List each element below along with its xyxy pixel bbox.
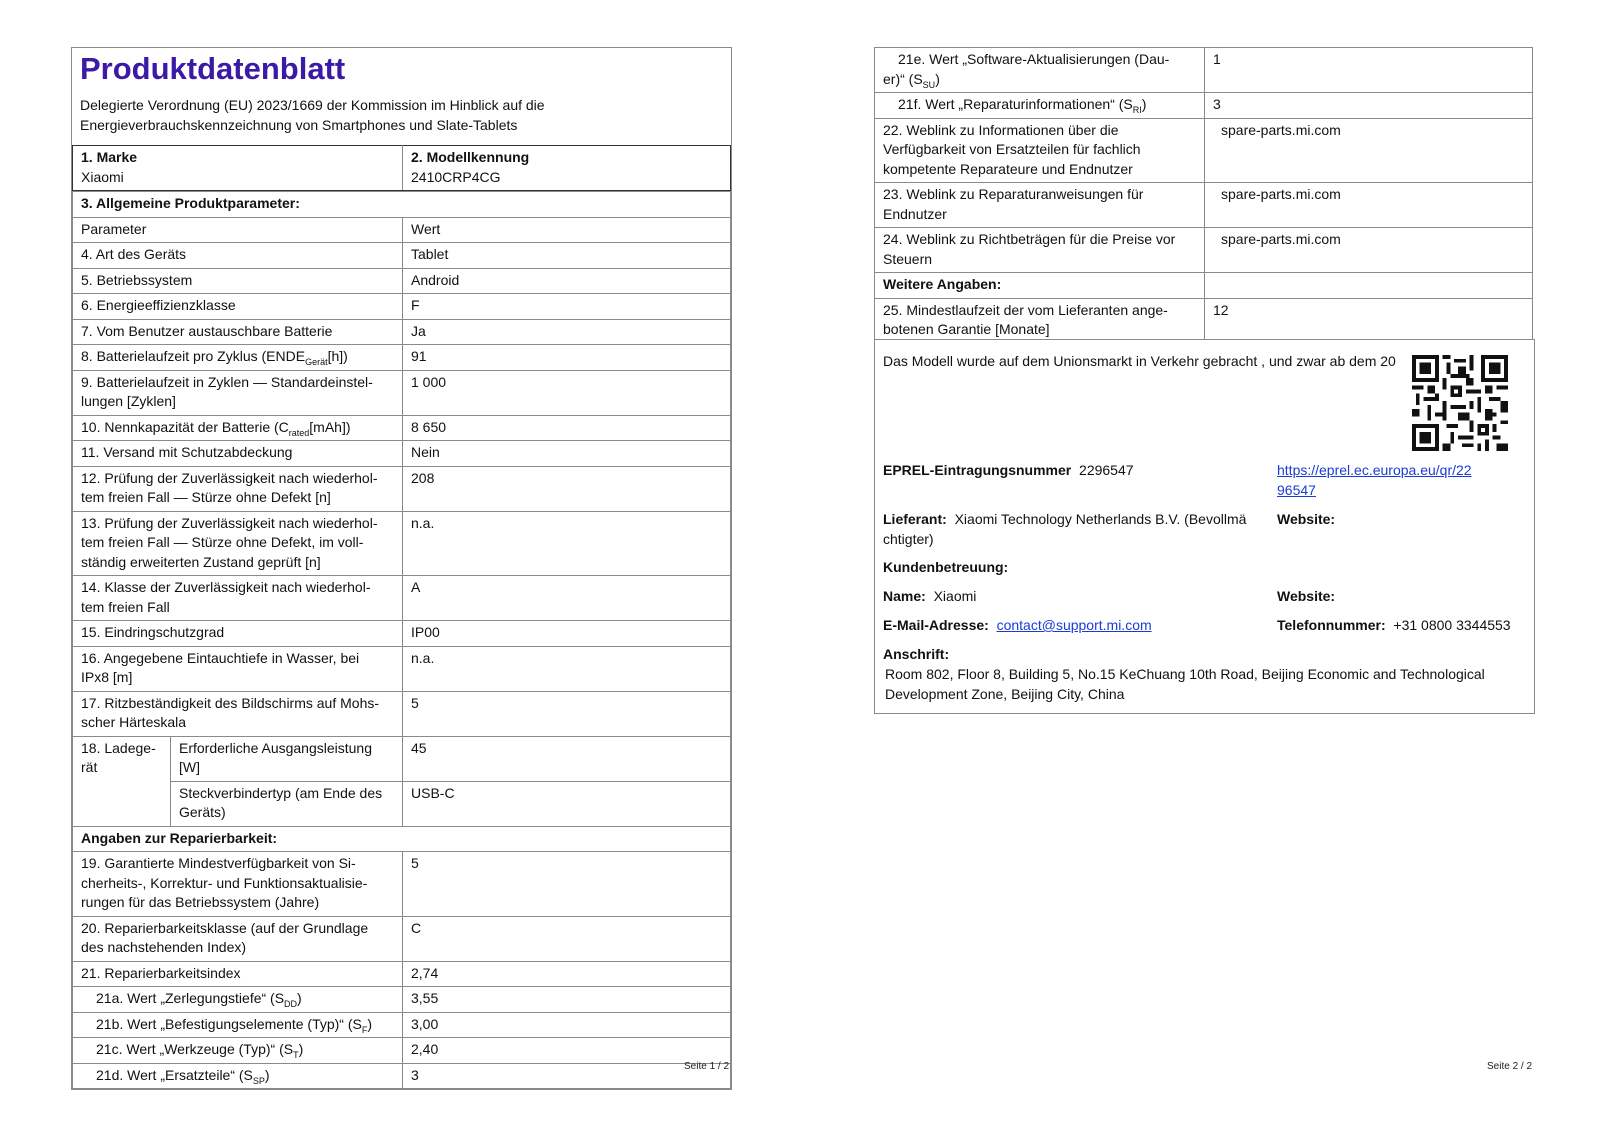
table-row xyxy=(875,298,1533,343)
website-label: Website: xyxy=(1277,511,1336,527)
address-value xyxy=(885,665,1485,704)
label-line: des nachstehenden Index) xyxy=(81,939,247,955)
section-header-row xyxy=(73,826,731,852)
table-row xyxy=(73,736,731,781)
phone-label: Telefonnummer: xyxy=(1277,617,1386,633)
supplier-row xyxy=(883,510,1263,549)
label-line: 21e. Wert „Software-Aktualisierungen (Dau- xyxy=(898,51,1170,67)
table-row xyxy=(73,576,731,621)
row-label xyxy=(73,511,403,576)
label-text: ) xyxy=(264,1066,270,1083)
row-label xyxy=(73,345,403,371)
table-row xyxy=(73,1063,731,1089)
label-line xyxy=(883,70,1196,90)
row-value: 1 000 xyxy=(403,370,731,415)
address-line: Development Zone, Beijing City, China xyxy=(885,685,1125,702)
table-row xyxy=(875,228,1533,273)
table-row xyxy=(73,268,731,294)
label-line: 20. Reparierbarkeitsklasse (auf der Grundlage xyxy=(81,919,369,936)
label-subscript: F xyxy=(361,1024,368,1035)
table-row xyxy=(875,48,1533,93)
label-text: 10. Nennkapazität der Batterie (C xyxy=(81,418,289,435)
table-row xyxy=(73,987,731,1013)
model-label: 2. Modellkennung xyxy=(411,149,530,165)
page-number: Seite 2 / 2 xyxy=(1487,1061,1533,1072)
label-text: 21f. Wert „Reparaturinformationen“ (S xyxy=(898,96,1133,112)
label-subscript: rated xyxy=(288,427,310,438)
row-label xyxy=(875,183,1205,228)
row-label xyxy=(875,298,1205,343)
label-text: ) xyxy=(297,990,302,1006)
label-line: Erforderliche Ausgangsleistung xyxy=(179,739,373,756)
regulation-subtitle xyxy=(80,96,723,135)
row-value: 3 xyxy=(1205,93,1533,119)
label-line: rungen für das Betriebssystem (Jahre) xyxy=(81,894,320,910)
eprel-number: 2296547 xyxy=(1079,462,1134,478)
row-label: 6. Energieeffizienzklasse xyxy=(73,294,403,320)
row-label xyxy=(73,852,403,917)
label-subscript: DD xyxy=(284,998,298,1009)
continuation-table-box xyxy=(874,47,1533,344)
table-row xyxy=(73,1012,731,1038)
website-label: Website: xyxy=(1277,588,1336,604)
label-line: 24. Weblink zu Richtbeträgen für die Preise vor xyxy=(883,231,1176,247)
row-value: 208 xyxy=(403,466,731,511)
label-text: er)“ (S xyxy=(883,70,923,87)
table-row xyxy=(73,466,731,511)
row-value: 5 xyxy=(403,852,731,917)
page-2 xyxy=(800,0,1600,1131)
table-row xyxy=(73,294,731,320)
eprel-row xyxy=(883,461,1134,481)
eprel-link-line[interactable]: 96547 xyxy=(1277,481,1316,498)
row-value: Nein xyxy=(403,441,731,467)
repairability-header: Angaben zur Reparierbarkeit: xyxy=(73,826,731,852)
table-row xyxy=(73,621,731,647)
label-text: 21c. Wert „Werkzeuge (Typ)“ (S xyxy=(96,1041,294,1057)
label-line: 14. Klasse der Zuverlässigkeit nach wiederhol- xyxy=(81,579,371,595)
table-row xyxy=(73,961,731,987)
label-line: 25. Mindestlaufzeit der vom Lieferanten ange- xyxy=(883,301,1168,318)
table-row xyxy=(73,370,731,415)
row-value: spare-parts.mi.com xyxy=(1205,228,1533,273)
table-row xyxy=(73,511,731,576)
address-label: Anschrift: xyxy=(883,646,950,662)
label-line: [W] xyxy=(179,759,200,775)
table-row xyxy=(73,217,731,243)
label-line: 13. Prüfung der Zuverlässigkeit nach wiederhol- xyxy=(81,514,378,531)
label-subscript: SU xyxy=(922,79,936,90)
row-label: 11. Versand mit Schutzabdeckung xyxy=(73,441,403,467)
table-row xyxy=(73,1038,731,1064)
row-label xyxy=(875,228,1205,273)
email-row xyxy=(883,616,1152,636)
row-label xyxy=(73,1063,403,1089)
eprel-info-box xyxy=(874,339,1535,714)
empty-cell xyxy=(1205,273,1533,299)
eprel-link-line[interactable]: https://eprel.ec.europa.eu/qr/22 xyxy=(1277,462,1472,478)
email-link[interactable]: contact@support.mi.com xyxy=(996,617,1152,633)
label-line: 16. Angegebene Eintauchtiefe in Wasser, bei xyxy=(81,649,360,666)
label-line: 23. Weblink zu Reparaturanweisungen für xyxy=(883,186,1144,202)
row-label: 4. Art des Geräts xyxy=(73,243,403,269)
row-value: USB-C xyxy=(403,781,731,826)
table-row xyxy=(73,345,731,371)
row-value: 2,40 xyxy=(403,1038,731,1064)
row-label xyxy=(73,370,403,415)
row-value: C xyxy=(403,916,731,961)
name-value: Xiaomi xyxy=(933,588,977,604)
product-datasheet-box xyxy=(71,47,732,1090)
row-label xyxy=(875,118,1205,183)
subtitle-line: Energieverbrauchskennzeichnung von Smartphones und Slate-Tablets xyxy=(80,116,518,133)
brand-model-table xyxy=(72,145,731,191)
label-text: ) xyxy=(367,1015,373,1032)
label-line: lungen [Zyklen] xyxy=(81,393,176,409)
row-label xyxy=(73,415,403,441)
label-line: botenen Garantie [Monate] xyxy=(883,321,1050,337)
label-line: 22. Weblink zu Informationen über die xyxy=(883,121,1119,138)
name-row xyxy=(883,587,976,607)
table-row xyxy=(875,183,1533,228)
label-subscript: RI xyxy=(1132,104,1142,115)
row-label xyxy=(73,916,403,961)
table-row xyxy=(73,781,731,826)
row-label xyxy=(875,93,1205,119)
supplier-label: Lieferant: xyxy=(883,511,947,527)
eprel-label: EPREL-Eintragungsnummer xyxy=(883,462,1072,478)
row-label xyxy=(73,691,403,736)
label-text: 21a. Wert „Zerlegungstiefe“ (S xyxy=(96,990,285,1006)
page-title: Produktdatenblatt xyxy=(80,51,346,86)
label-line: Steckverbindertyp (am Ende des xyxy=(179,784,383,801)
section-header-row xyxy=(875,273,1533,299)
parameter-table xyxy=(72,191,731,1089)
continuation-table xyxy=(874,47,1533,344)
label-line: 9. Batterielaufzeit in Zyklen — Standardeinstel- xyxy=(81,373,373,390)
row-value: 3,55 xyxy=(403,987,731,1013)
table-row xyxy=(875,118,1533,183)
label-subscript: T xyxy=(293,1049,299,1060)
table-row xyxy=(875,93,1533,119)
label-text: [h]) xyxy=(327,348,348,364)
row-label xyxy=(73,1038,403,1064)
label-line: 17. Ritzbeständigkeit des Bildschirms auf Mohs- xyxy=(81,694,380,711)
phone-row xyxy=(1277,616,1511,636)
value-header: Wert xyxy=(403,217,731,243)
label-line: ständig erweiterten Zustand geprüft [n] xyxy=(81,553,321,570)
label-text: 21d. Wert „Ersatzteile“ (S xyxy=(96,1066,253,1083)
row-label xyxy=(73,576,403,621)
row-label: 21. Reparierbarkeitsindex xyxy=(73,961,403,987)
label-line: tem freien Fall — Stürze ohne Defekt, im voll- xyxy=(81,534,364,550)
table-row xyxy=(73,852,731,917)
row-value: 1 xyxy=(1205,48,1533,93)
row-value: Ja xyxy=(403,319,731,345)
label-text: [mAh]) xyxy=(309,418,351,435)
qr-code[interactable] xyxy=(1412,355,1508,451)
label-text: 21b. Wert „Befestigungselemente (Typ)“ (S xyxy=(96,1015,362,1032)
label-text: 8. Batterielaufzeit pro Zyklus (ENDE xyxy=(81,348,306,364)
label-line: tem freien Fall — Stürze ohne Defekt [n] xyxy=(81,489,331,505)
supplier-value: Xiaomi Technology Netherlands B.V. (Bevollmä xyxy=(954,511,1247,527)
table-row xyxy=(73,243,731,269)
row-value: A xyxy=(403,576,731,621)
subtitle-line: Delegierte Verordnung (EU) 2023/1669 der Kommission im Hinblick auf die xyxy=(80,97,545,113)
label-line: Endnutzer xyxy=(883,205,947,222)
label-text: ) xyxy=(298,1041,304,1057)
page-number: Seite 1 / 2 xyxy=(684,1061,730,1072)
table-row xyxy=(73,646,731,691)
label-line: Steuern xyxy=(883,250,933,267)
label-line: IPx8 [m] xyxy=(81,669,133,685)
parameter-header: Parameter xyxy=(73,217,403,243)
market-date-text: Das Modell wurde auf dem Unionsmarkt in Verkehr gebracht , und zwar ab dem 20 xyxy=(883,353,1396,369)
table-row xyxy=(73,916,731,961)
row-value: 3 xyxy=(403,1063,731,1089)
label-line: Verfügbarkeit von Ersatzteilen für fachlich xyxy=(883,141,1141,157)
row-label: 5. Betriebssystem xyxy=(73,268,403,294)
label-line: rät xyxy=(81,759,98,775)
row-label: 15. Eindringschutzgrad xyxy=(73,621,403,647)
model-value: 2410CRP4CG xyxy=(411,168,501,185)
row-label xyxy=(73,466,403,511)
label-line: Geräts) xyxy=(179,804,226,820)
row-value: 12 xyxy=(1205,298,1533,343)
label-text: ) xyxy=(1141,96,1147,112)
label-text: ) xyxy=(935,70,940,87)
label-line: tem freien Fall xyxy=(81,598,170,615)
row-label xyxy=(73,646,403,691)
row-value: 5 xyxy=(403,691,731,736)
section-header-row xyxy=(73,192,731,218)
label-subscript: Gerät xyxy=(305,356,328,367)
row-value: n.a. xyxy=(403,511,731,576)
row-value: spare-parts.mi.com xyxy=(1205,183,1533,228)
row-value: 91 xyxy=(403,345,731,371)
row-value: 45 xyxy=(403,736,731,781)
label-line: 12. Prüfung der Zuverlässigkeit nach wiederhol- xyxy=(81,469,378,486)
phone-value: +31 0800 3344553 xyxy=(1393,617,1511,633)
row-label xyxy=(875,48,1205,93)
table-row xyxy=(73,319,731,345)
row-value: 2,74 xyxy=(403,961,731,987)
row-value: 8 650 xyxy=(403,415,731,441)
general-parameters-header: 3. Allgemeine Produktparameter: xyxy=(73,192,731,218)
email-label: E-Mail-Adresse: xyxy=(883,617,989,633)
table-row xyxy=(73,441,731,467)
row-label xyxy=(171,736,403,781)
label-line: 19. Garantierte Mindestverfügbarkeit von Si- xyxy=(81,855,356,871)
row-value: n.a. xyxy=(403,646,731,691)
label-subscript: SP xyxy=(252,1075,265,1086)
brand-label: 1. Marke xyxy=(81,149,138,165)
row-label: 7. Vom Benutzer austauschbare Batterie xyxy=(73,319,403,345)
row-value: spare-parts.mi.com xyxy=(1205,118,1533,183)
customer-service-label: Kundenbetreuung: xyxy=(883,559,1009,575)
brand-cell xyxy=(73,146,403,191)
row-value: 3,00 xyxy=(403,1012,731,1038)
model-cell xyxy=(403,146,731,191)
row-value: Android xyxy=(403,268,731,294)
table-row xyxy=(73,415,731,441)
label-line: scher Härteskala xyxy=(81,714,187,730)
supplier-value: chtigter) xyxy=(883,530,934,547)
charger-label xyxy=(73,736,171,826)
row-value: IP00 xyxy=(403,621,731,647)
label-line: cherheits-, Korrektur- und Funktionsaktualisie- xyxy=(81,874,368,891)
row-value: Tablet xyxy=(403,243,731,269)
more-info-header: Weitere Angaben: xyxy=(875,273,1205,299)
row-label xyxy=(73,1012,403,1038)
label-line: kompetente Reparateure und Endnutzer xyxy=(883,160,1133,177)
eprel-link[interactable] xyxy=(1277,461,1472,500)
label-line: 18. Ladege- xyxy=(81,739,156,756)
table-row xyxy=(73,691,731,736)
name-label: Name: xyxy=(883,588,926,604)
row-label xyxy=(73,987,403,1013)
address-line: Room 802, Floor 8, Building 5, No.15 KeChuang 10th Road, Beijing Economic and Technological xyxy=(885,666,1485,682)
brand-value: Xiaomi xyxy=(81,168,124,185)
row-value: F xyxy=(403,294,731,320)
row-label xyxy=(171,781,403,826)
